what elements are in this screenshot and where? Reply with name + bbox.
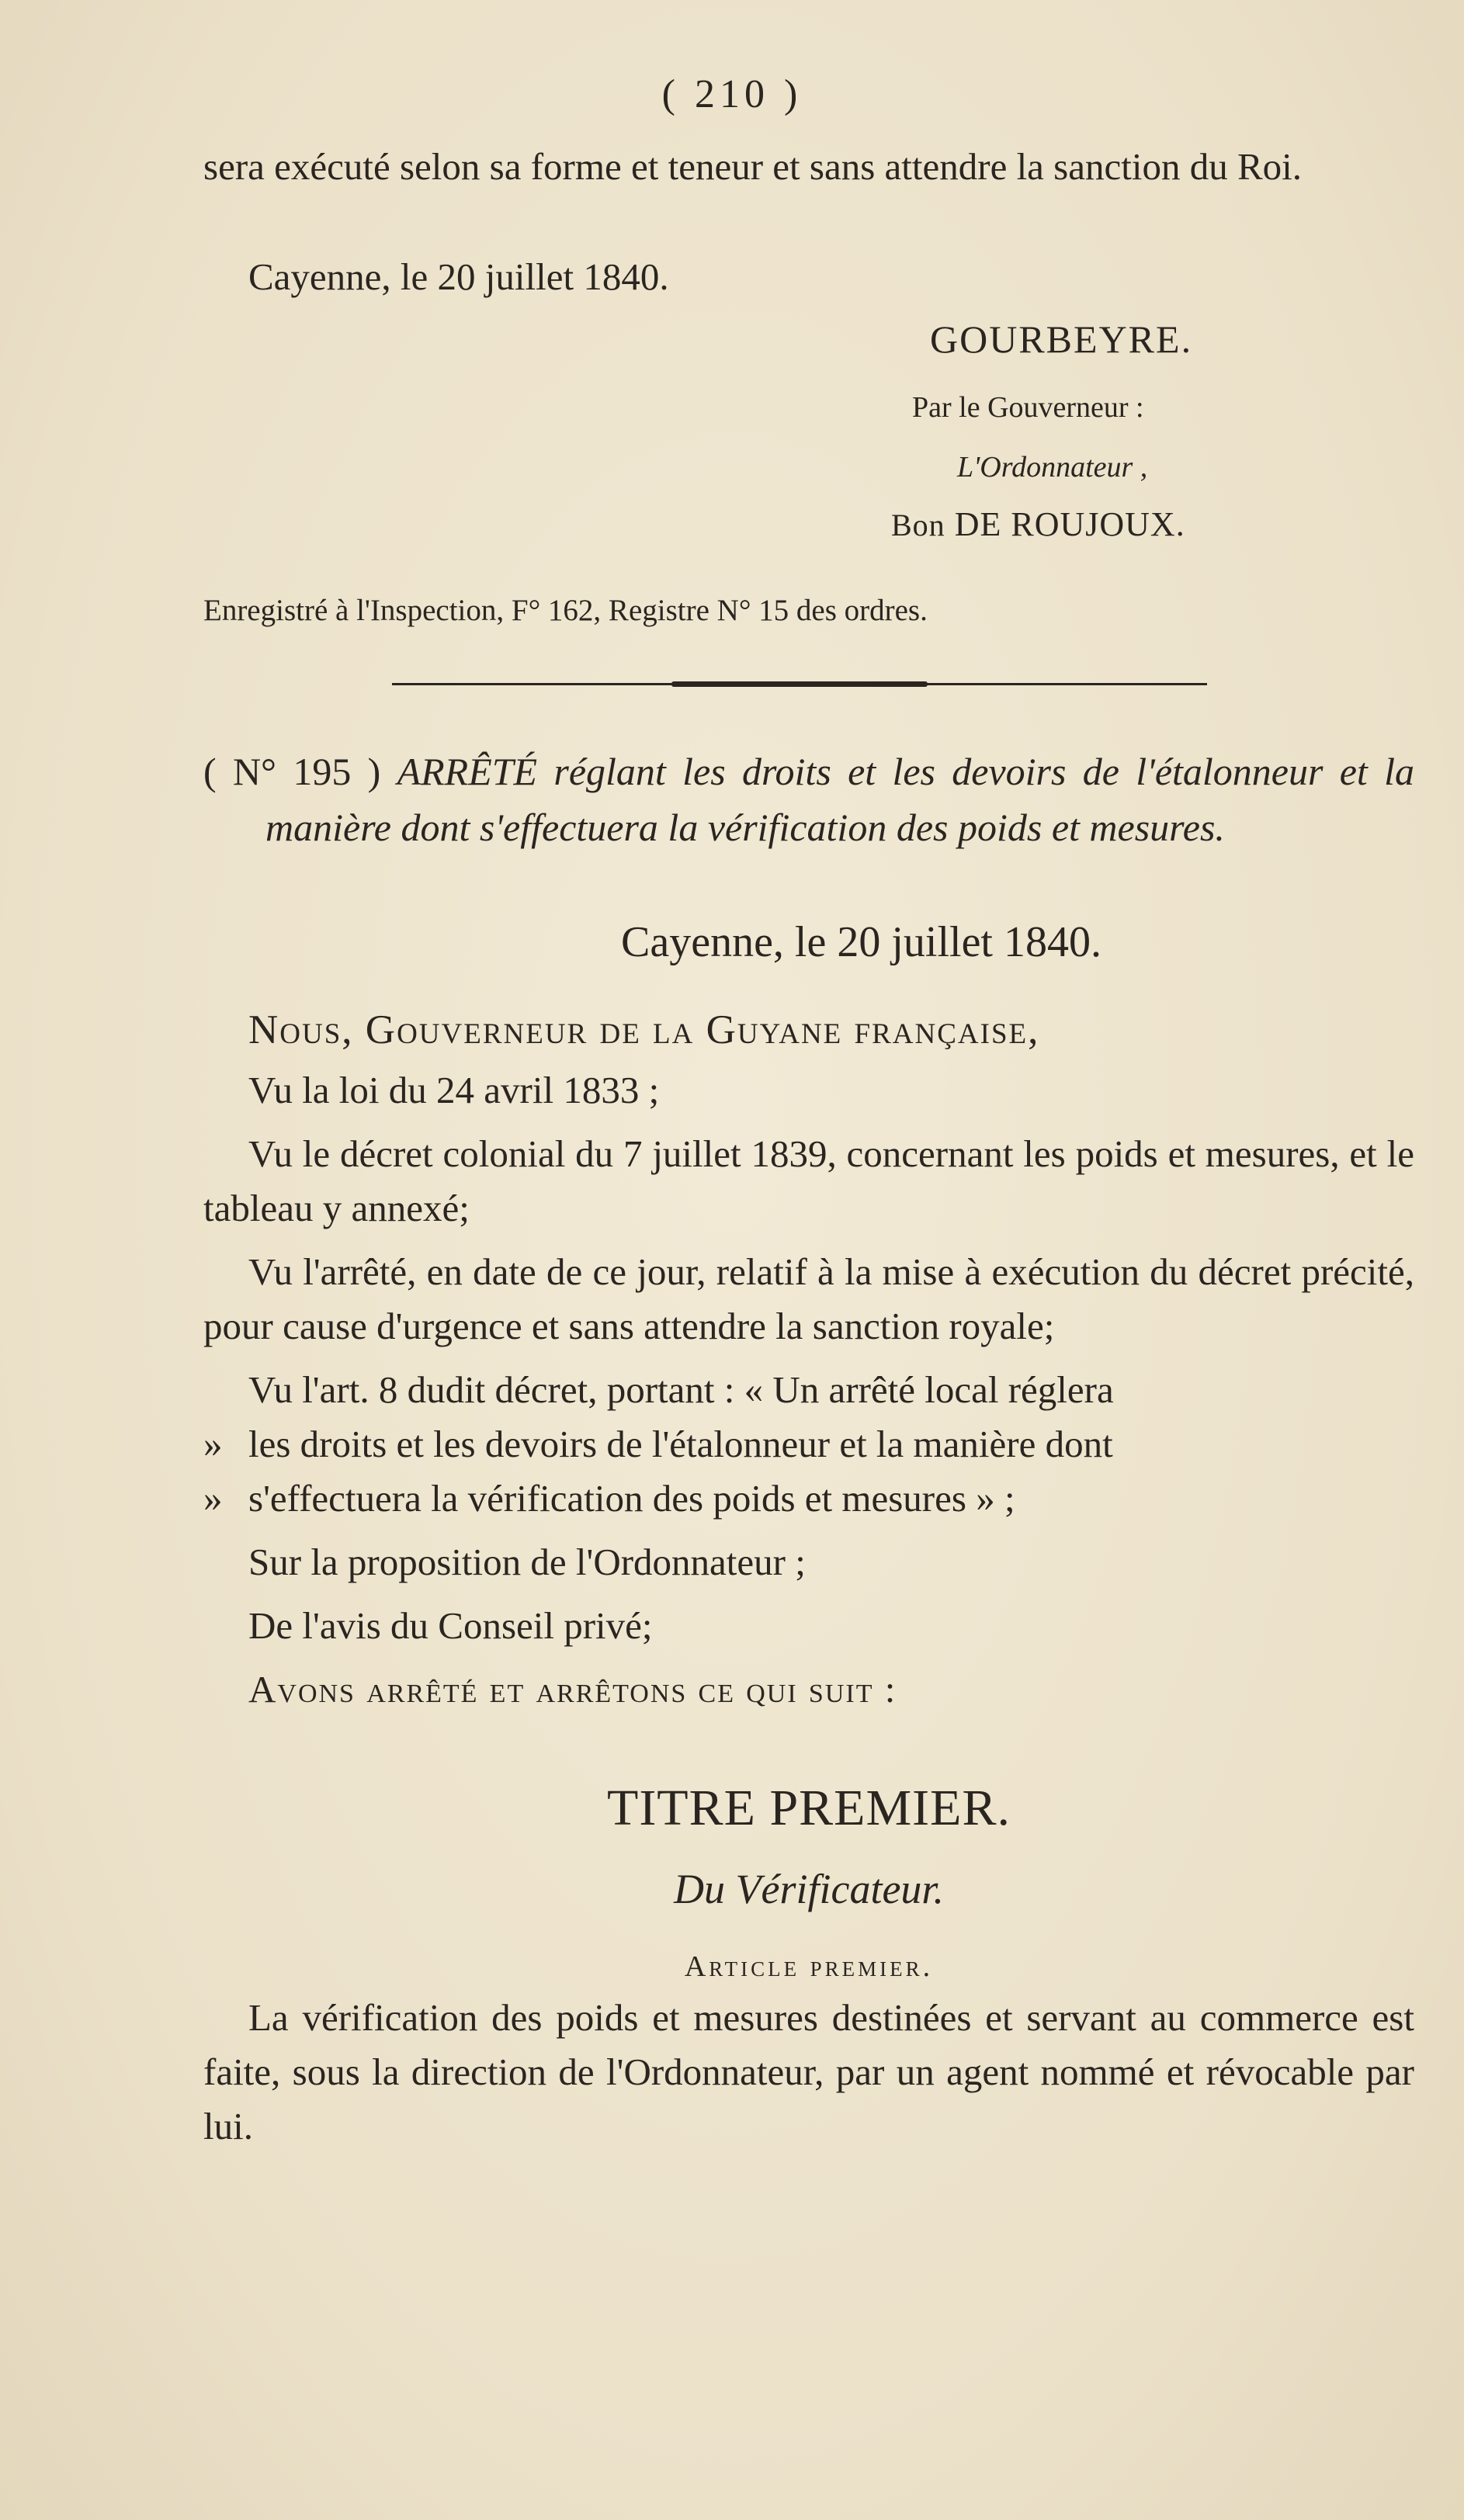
quote-mark-1: »: [203, 1423, 223, 1465]
page-number: ( 210 ): [661, 72, 803, 116]
avis-conseil: De l'avis du Conseil privé;: [248, 1604, 653, 1647]
top-paragraph: sera exécuté selon sa forme et teneur et sans attendre la sanction du Roi.: [203, 145, 1303, 188]
arrete-body-1: [203, 1003, 1414, 1057]
titre-subtitle: Du Vérificateur.: [674, 1866, 944, 1912]
arrete-place-date: Cayenne, le 20 juillet 1840.: [621, 918, 1101, 966]
baron-name: DE ROUJOUX.: [954, 505, 1185, 543]
article-body: [203, 1991, 1414, 2154]
section-divider: [392, 683, 1207, 685]
vu-2: Vu le décret colonial du 7 juillet 1839, concernant les poids et mesures, et le tableau y annexé;: [203, 1132, 1414, 1229]
registration-line: Enregistré à l'Inspection, F° 162, Registre N° 15 des ordres.: [203, 594, 928, 627]
vu-1: Vu la loi du 24 avril 1833 ;: [248, 1069, 660, 1111]
place-date-1-text: Cayenne, le 20 juillet 1840.: [248, 255, 669, 298]
arrete-heading-block: [203, 744, 1414, 855]
vu-4-line-3-text: s'effectuera la vérification des poids et mesures » ;: [248, 1477, 1015, 1520]
avons-arrete: Avons arrêté et arrêtons ce qui suit :: [248, 1668, 897, 1711]
titre-premier: TITRE PREMIER.: [607, 1780, 1011, 1836]
vu-4-line-1: Vu l'art. 8 dudit décret, portant : « Un arrêté local réglera: [248, 1368, 1114, 1411]
baron-prefix: Bon: [891, 508, 945, 542]
signature-name: GOURBEYRE.: [930, 317, 1193, 361]
article-heading: Article premier.: [684, 1950, 934, 1983]
vu-3: Vu l'arrêté, en date de ce jour, relatif à la mise à exécution du décret précité, pour cause d'urgence et sans attendre la sanction royale;: [203, 1250, 1414, 1347]
signature-par: Par le Gouverneur :: [912, 391, 1144, 424]
vu-4-line-3: [203, 1471, 1414, 1526]
place-date-1: [203, 250, 1414, 303]
arrete-heading: ARRÊTÉ réglant les droits et les devoirs de l'étalonneur et la manière dont s'effectuera la vérification des poids et mesures.: [265, 750, 1415, 849]
quote-mark-2: »: [203, 1477, 223, 1520]
arrete-number: ( N° 195 ): [203, 750, 381, 793]
signature-role: L'Ordonnateur ,: [957, 451, 1148, 484]
article-text: La vérification des poids et mesures destinées et servant au commerce est faite, sous la direction de l'Ordonnateur, par un agent nommé et révocable par lui.: [203, 1996, 1414, 2147]
vu-4-line-2-text: les droits et les devoirs de l'étalonneur et la manière dont: [248, 1423, 1113, 1465]
signature-baron: [891, 504, 1185, 544]
arrete-body-2: [203, 1063, 1414, 1717]
sur-proposition: Sur la proposition de l'Ordonnateur ;: [248, 1541, 806, 1583]
nous-line: Nous, Gouverneur de la Guyane française,: [248, 1007, 1040, 1052]
vu-4-line-2: [203, 1417, 1414, 1471]
